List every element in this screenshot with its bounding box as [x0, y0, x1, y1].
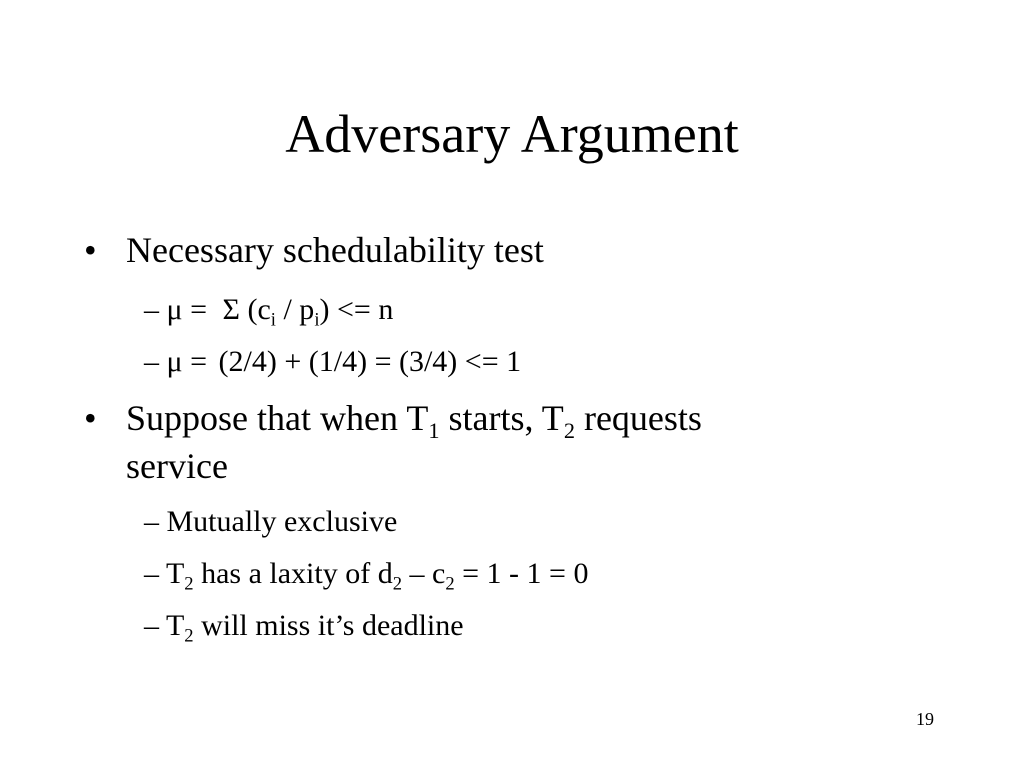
dash: – — [144, 293, 159, 326]
mu-symbol: μ — [166, 345, 183, 378]
sub-bullet-laxity — [144, 556, 589, 595]
dash: – — [144, 505, 159, 538]
subscript: i — [270, 309, 276, 331]
text-part: requests — [574, 398, 702, 438]
slide-title: Adversary Argument — [285, 104, 739, 164]
formula-values: (2/4) + (1/4) = (3/4) <= 1 — [218, 345, 522, 378]
mu-symbol: μ — [166, 293, 183, 326]
page-number: 19 — [916, 709, 934, 729]
sub-bullet-text: Mutually exclusive — [166, 505, 398, 538]
subscript: 2 — [392, 573, 403, 595]
subscript: 2 — [184, 573, 194, 595]
text-part: has a laxity of d — [193, 557, 393, 590]
sub-bullet-miss-deadline — [144, 608, 464, 647]
dash: – — [144, 609, 159, 642]
dash: – — [144, 557, 159, 590]
text-part: Suppose that when T — [126, 398, 429, 438]
equals: = — [190, 293, 208, 326]
bullet-text: Necessary schedulability test — [126, 230, 544, 270]
subscript: i — [314, 309, 320, 331]
dash: – — [144, 345, 159, 378]
sub-bullet-mutually-exclusive — [144, 504, 397, 540]
subscript: 2 — [184, 625, 194, 647]
formula-part: / p — [275, 293, 315, 326]
sub-bullet-utilization-formula — [144, 292, 394, 331]
subscript: 1 — [428, 417, 440, 443]
subscript: 2 — [563, 417, 575, 443]
text-part: = 1 - 1 = 0 — [454, 557, 589, 590]
formula-part: ) <= n — [319, 293, 394, 326]
bullet-dot: • — [84, 398, 97, 438]
bullet-text — [126, 396, 886, 443]
text-part: – c — [402, 557, 446, 590]
sigma-symbol: Σ — [222, 293, 240, 326]
formula-part: (c — [247, 293, 271, 326]
bullet-text-line2: service — [126, 446, 228, 486]
text-part: starts, T — [439, 398, 564, 438]
subscript: 2 — [445, 573, 455, 595]
text-part: T — [165, 609, 185, 642]
bullet-dot: • — [84, 230, 97, 270]
equals: = — [190, 345, 208, 378]
text-part: T — [165, 557, 185, 590]
sub-bullet-utilization-values — [144, 344, 521, 380]
text-part: will miss it’s deadline — [193, 609, 464, 642]
